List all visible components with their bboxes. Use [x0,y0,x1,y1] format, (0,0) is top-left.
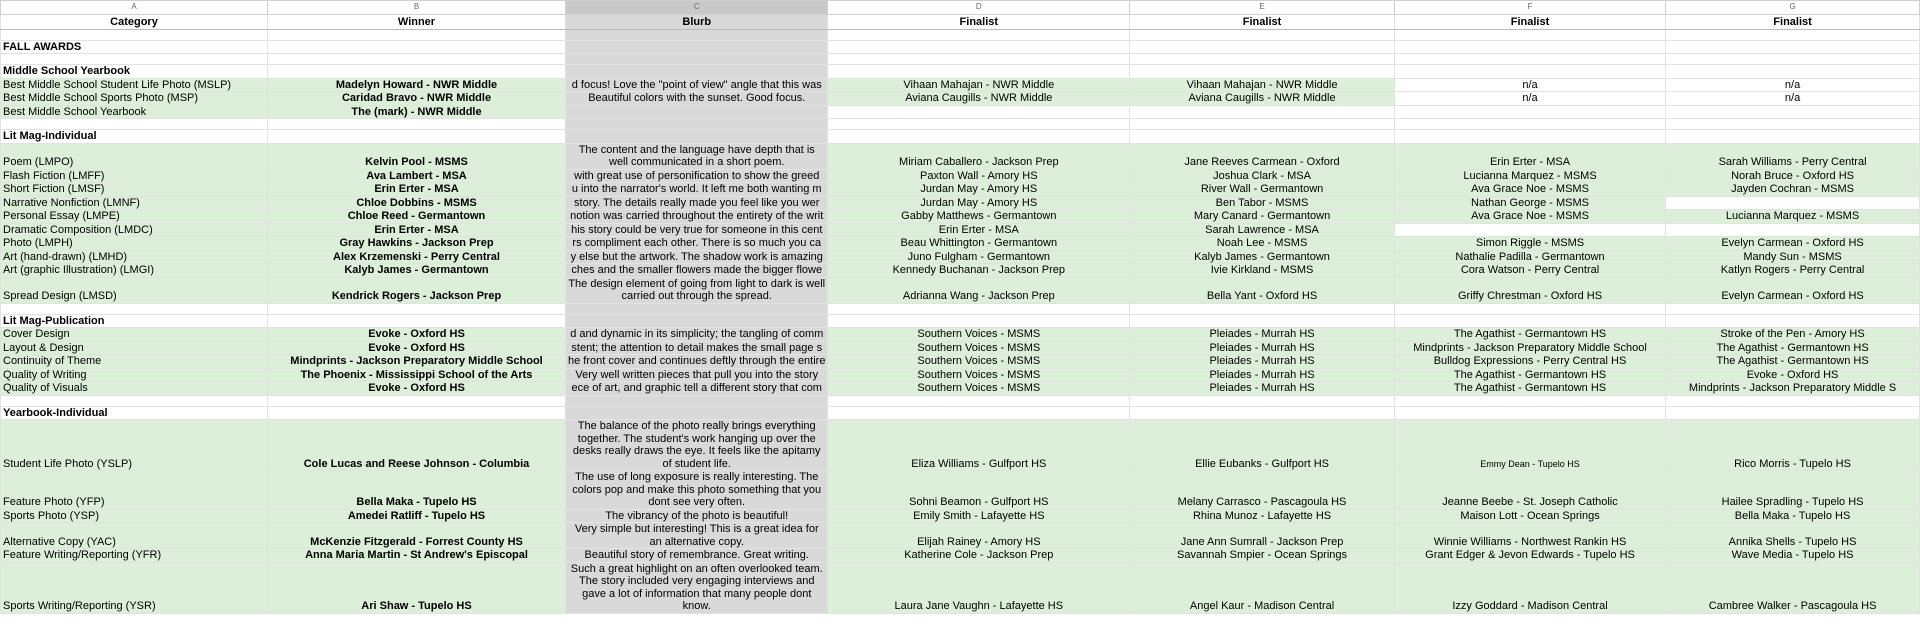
blurb-cell[interactable]: d and dynamic in its simplicity; the tangling of comm [566,328,828,342]
blurb-cell[interactable]: d focus! Love the "point of view" angle that this was [566,78,828,92]
column-letter-a[interactable]: A [1,1,268,15]
finalist-cell[interactable]: Ava Grace Noe - MSMS [1394,210,1665,224]
table-row [1,196,1920,210]
finalist-cell[interactable]: Southern Voices - MSMS [828,382,1130,396]
category-cell[interactable]: Best Middle School Student Life Photo (MSLP) [1,78,268,92]
finalist-cell[interactable]: Pleiades - Murrah HS [1130,382,1395,396]
winner-cell[interactable]: The Phoenix - Mississippi School of the Arts [268,368,566,382]
finalist-cell[interactable]: n/a [1394,78,1665,92]
winner-cell[interactable]: The (mark) - NWR Middle [268,105,566,119]
blurb-cell[interactable]: he front cover and continues deftly through the entire [566,355,828,369]
blurb-cell[interactable]: ches and the smaller flowers made the bigger flowe [566,264,828,278]
winner-cell[interactable]: Evoke - Oxford HS [268,382,566,396]
category-cell[interactable]: Feature Writing/Reporting (YFR) [1,549,268,563]
finalist-cell[interactable] [828,105,1130,119]
finalist-cell[interactable]: Sohni Beamon - Gulfport HS [828,471,1130,510]
header-category[interactable]: Category [1,14,268,29]
winner-cell[interactable]: Kendrick Rogers - Jackson Prep [268,277,566,303]
winner-cell[interactable]: Evoke - Oxford HS [268,341,566,355]
finalist-cell[interactable]: Ben Tabor - MSMS [1130,196,1395,210]
finalist-cell[interactable]: Katlyn Rogers - Perry Central [1666,264,1920,278]
category-cell[interactable]: Sports Writing/Reporting (YSR) [1,562,268,613]
finalist-cell[interactable]: Cora Watson - Perry Central [1394,264,1665,278]
column-letter-g[interactable]: G [1666,1,1920,15]
blurb-cell[interactable] [566,105,828,119]
finalist-cell[interactable]: Grant Edger & Jevon Edwards - Tupelo HS [1394,549,1665,563]
finalist-cell[interactable] [1666,223,1920,237]
finalist-cell[interactable]: Evelyn Carmean - Oxford HS [1666,277,1920,303]
finalist-cell[interactable]: Erin Erter - MSA [828,223,1130,237]
finalist-cell[interactable] [1666,196,1920,210]
table-row [1,420,1920,471]
finalist-cell[interactable]: Vihaan Mahajan - NWR Middle [1130,78,1395,92]
finalist-cell[interactable]: Rhina Munoz - Lafayette HS [1130,509,1395,523]
finalist-cell[interactable]: Erin Erter - MSA [1394,143,1665,169]
blurb-cell[interactable]: with great use of personification to show the greed [566,169,828,183]
finalist-cell[interactable]: Kalyb James - Germantown [1130,250,1395,264]
category-cell[interactable]: Best Middle School Sports Photo (MSP) [1,92,268,106]
finalist-cell[interactable]: Nathalie Padilla - Germantown [1394,250,1665,264]
finalist-cell[interactable]: Southern Voices - MSMS [828,341,1130,355]
finalist-cell[interactable]: Pleiades - Murrah HS [1130,328,1395,342]
finalist-cell[interactable] [1394,105,1665,119]
finalist-cell[interactable]: Bella Maka - Tupelo HS [1666,509,1920,523]
table-row [1,143,1920,169]
table-row [1,78,1920,92]
header-finalist-2[interactable]: Finalist [1130,14,1395,29]
section-header-row [1,130,1920,144]
finalist-cell[interactable]: Adrianna Wang - Jackson Prep [828,277,1130,303]
table-row [1,328,1920,342]
table-row [1,105,1920,119]
table-row [1,183,1920,197]
finalist-cell[interactable]: Hailee Spradling - Tupelo HS [1666,471,1920,510]
table-row [1,368,1920,382]
winner-cell[interactable]: Erin Erter - MSA [268,223,566,237]
finalist-cell[interactable]: River Wall - Germantown [1130,183,1395,197]
finalist-cell[interactable]: Evoke - Oxford HS [1666,368,1920,382]
category-cell[interactable]: Flash Fiction (LMFF) [1,169,268,183]
finalist-cell[interactable]: Southern Voices - MSMS [828,355,1130,369]
finalist-cell[interactable]: Melany Carrasco - Pascagoula HS [1130,471,1395,510]
finalist-cell[interactable]: Southern Voices - MSMS [828,328,1130,342]
category-cell[interactable]: Poem (LMPO) [1,143,268,169]
category-cell[interactable]: Personal Essay (LMPE) [1,210,268,224]
column-letter-b[interactable]: B [268,1,566,15]
winner-cell[interactable]: Chloe Reed - Germantown [268,210,566,224]
header-finalist-4[interactable]: Finalist [1666,14,1920,29]
finalist-cell[interactable]: Jayden Cochran - MSMS [1666,183,1920,197]
category-cell[interactable]: Layout & Design [1,341,268,355]
winner-cell[interactable]: Ari Shaw - Tupelo HS [268,562,566,613]
finalist-cell[interactable]: Maison Lott - Ocean Springs [1394,509,1665,523]
finalist-cell[interactable]: The Agathist - Germantown HS [1666,341,1920,355]
section-header-row [1,65,1920,79]
finalist-cell[interactable]: Angel Kaur - Madison Central [1130,562,1395,613]
finalist-cell[interactable]: Jane Ann Sumrall - Jackson Prep [1130,523,1395,549]
table-row [1,169,1920,183]
table-row [1,223,1920,237]
finalist-cell[interactable]: Ava Grace Noe - MSMS [1394,183,1665,197]
category-cell[interactable]: Photo (LMPH) [1,237,268,251]
finalist-cell[interactable]: Ellie Eubanks - Gulfport HS [1130,420,1395,471]
finalist-cell[interactable]: Noah Lee - MSMS [1130,237,1395,251]
table-row [1,250,1920,264]
blurb-cell[interactable]: The design element of going from light to dark is well carried out through the spread. [566,277,828,303]
category-cell[interactable]: Cover Design [1,328,268,342]
finalist-cell[interactable]: Vihaan Mahajan - NWR Middle [828,78,1130,92]
finalist-cell[interactable]: n/a [1394,92,1665,106]
blurb-cell[interactable]: story. The details really made you feel like you wer [566,196,828,210]
finalist-cell[interactable]: Pleiades - Murrah HS [1130,368,1395,382]
finalist-cell[interactable]: Paxton Wall - Amory HS [828,169,1130,183]
column-letter-row [1,1,1920,15]
header-winner[interactable]: Winner [268,14,566,29]
finalist-cell[interactable]: Norah Bruce - Oxford HS [1666,169,1920,183]
header-finalist-3[interactable]: Finalist [1394,14,1665,29]
section-title[interactable]: Middle School Yearbook [1,65,268,79]
winner-cell[interactable]: Anna Maria Martin - St Andrew's Episcopal [268,549,566,563]
winner-cell[interactable]: Evoke - Oxford HS [268,328,566,342]
finalist-cell[interactable]: Annika Shells - Tupelo HS [1666,523,1920,549]
blurb-cell[interactable]: The content and the language have depth that is well communicated in a short poem. [566,143,828,169]
blurb-cell[interactable]: ece of art, and graphic tell a different story that com [566,382,828,396]
header-finalist-1[interactable]: Finalist [828,14,1130,29]
column-letter-c[interactable]: C [566,1,828,15]
finalist-cell[interactable]: Sarah Lawrence - MSA [1130,223,1395,237]
finalist-cell[interactable]: Joshua Clark - MSA [1130,169,1395,183]
table-row [1,92,1920,106]
finalist-cell[interactable]: Jurdan May - Amory HS [828,183,1130,197]
finalist-cell[interactable]: Laura Jane Vaughn - Lafayette HS [828,562,1130,613]
blurb-cell[interactable]: notion was carried throughout the entirety of the writ [566,210,828,224]
table-row [1,509,1920,523]
finalist-cell[interactable]: Jane Reeves Carmean - Oxford [1130,143,1395,169]
column-letter-e[interactable]: E [1130,1,1395,15]
finalist-cell[interactable]: Rico Morris - Tupelo HS [1666,420,1920,471]
finalist-cell[interactable]: Ivie Kirkland - MSMS [1130,264,1395,278]
table-row [1,562,1920,613]
table-row [1,382,1920,396]
finalist-cell[interactable]: Nathan George - MSMS [1394,196,1665,210]
section-header-row [1,314,1920,328]
table-row [1,471,1920,510]
finalist-cell[interactable] [1394,223,1665,237]
section-title[interactable]: Lit Mag-Publication [1,314,268,328]
winner-cell[interactable]: McKenzie Fitzgerald - Forrest County HS [268,523,566,549]
blurb-cell[interactable]: Beautiful story of remembrance. Great writing. [566,549,828,563]
header-row [1,14,1920,29]
category-cell[interactable]: Spread Design (LMSD) [1,277,268,303]
finalist-cell[interactable]: n/a [1666,92,1920,106]
finalist-cell[interactable]: Izzy Goddard - Madison Central [1394,562,1665,613]
finalist-cell[interactable] [1130,105,1395,119]
winner-cell[interactable]: Gray Hawkins - Jackson Prep [268,237,566,251]
blurb-cell[interactable]: y else but the artwork. The shadow work is amazing [566,250,828,264]
winner-cell[interactable]: Chloe Dobbins - MSMS [268,196,566,210]
finalist-cell[interactable]: n/a [1666,78,1920,92]
header-blurb[interactable]: Blurb [566,14,828,29]
column-letter-f[interactable]: F [1394,1,1665,15]
finalist-cell[interactable]: Kennedy Buchanan - Jackson Prep [828,264,1130,278]
finalist-cell[interactable] [1666,105,1920,119]
category-cell[interactable]: Dramatic Composition (LMDC) [1,223,268,237]
table-row [1,341,1920,355]
finalist-cell[interactable]: Cambree Walker - Pascagoula HS [1666,562,1920,613]
finalist-cell[interactable]: Mandy Sun - MSMS [1666,250,1920,264]
finalist-cell[interactable]: Aviana Caugills - NWR Middle [828,92,1130,106]
category-cell[interactable]: Student Life Photo (YSLP) [1,420,268,471]
finalist-cell[interactable]: Pleiades - Murrah HS [1130,341,1395,355]
table-row [1,523,1920,549]
finalist-cell[interactable]: Jeanne Beebe - St. Joseph Catholic [1394,471,1665,510]
winner-cell[interactable]: Bella Maka - Tupelo HS [268,471,566,510]
finalist-cell[interactable]: Miriam Caballero - Jackson Prep [828,143,1130,169]
finalist-cell[interactable]: The Agathist - Germantown HS [1666,355,1920,369]
category-cell[interactable]: Quality of Writing [1,368,268,382]
finalist-cell[interactable]: Simon Riggle - MSMS [1394,237,1665,251]
blurb-cell[interactable]: u into the narrator's world. It left me both wanting m [566,183,828,197]
table-row [1,277,1920,303]
finalist-cell[interactable]: Winnie Williams - Northwest Rankin HS [1394,523,1665,549]
blurb-cell[interactable]: his story could be very true for someone in this cent [566,223,828,237]
finalist-cell[interactable]: Aviana Caugills - NWR Middle [1130,92,1395,106]
finalist-cell[interactable]: Savannah Smpier - Ocean Springs [1130,549,1395,563]
blurb-cell[interactable]: rs compliment each other. There is so much you ca [566,237,828,251]
finalist-cell[interactable]: The Agathist - Germantown HS [1394,368,1665,382]
category-cell[interactable]: Alternative Copy (YAC) [1,523,268,549]
category-cell[interactable]: Short Fiction (LMSF) [1,183,268,197]
finalist-cell[interactable]: Bella Yant - Oxford HS [1130,277,1395,303]
finalist-cell[interactable]: Lucianna Marquez - MSMS [1666,210,1920,224]
sheet-title[interactable]: FALL AWARDS [1,40,268,54]
finalist-cell[interactable]: Griffy Chrestman - Oxford HS [1394,277,1665,303]
finalist-cell[interactable]: Stroke of the Pen - Amory HS [1666,328,1920,342]
finalist-cell[interactable]: Bulldog Expressions - Perry Central HS [1394,355,1665,369]
category-cell[interactable]: Narrative Nonfiction (LMNF) [1,196,268,210]
category-cell[interactable]: Sports Photo (YSP) [1,509,268,523]
blurb-cell[interactable]: Very simple but interesting! This is a great idea for an alternative copy. [566,523,828,549]
finalist-cell[interactable]: Beau Whittington - Germantown [828,237,1130,251]
column-letter-d[interactable]: D [828,1,1130,15]
finalist-cell[interactable]: Sarah Williams - Perry Central [1666,143,1920,169]
finalist-cell[interactable]: Elijah Rainey - Amory HS [828,523,1130,549]
finalist-cell[interactable]: Wave Media - Tupelo HS [1666,549,1920,563]
winner-cell[interactable]: Ava Lambert - MSA [268,169,566,183]
winner-cell[interactable]: Alex Krzemenski - Perry Central [268,250,566,264]
blurb-cell[interactable]: The use of long exposure is really interesting. The colors pop and make this photo something that you dont see very often. [566,471,828,510]
finalist-cell[interactable]: Juno Fulgham - Germantown [828,250,1130,264]
winner-cell[interactable]: Caridad Bravo - NWR Middle [268,92,566,106]
winner-cell[interactable]: Madelyn Howard - NWR Middle [268,78,566,92]
category-cell[interactable]: Quality of Visuals [1,382,268,396]
finalist-cell[interactable]: Lucianna Marquez - MSMS [1394,169,1665,183]
blurb-cell[interactable]: Very well written pieces that pull you into the story [566,368,828,382]
finalist-cell[interactable]: Mindprints - Jackson Preparatory Middle School [1394,341,1665,355]
table-row [1,549,1920,563]
blurb-cell[interactable]: stent; the attention to detail makes the small page s [566,341,828,355]
section-header-row [1,406,1920,420]
finalist-cell[interactable]: Emmy Dean - Tupelo HS [1394,420,1665,471]
title-row [1,40,1920,54]
winner-cell[interactable]: Kelvin Pool - MSMS [268,143,566,169]
section-title[interactable]: Yearbook-Individual [1,406,268,420]
finalist-cell[interactable]: Emily Smith - Lafayette HS [828,509,1130,523]
winner-cell[interactable]: Amedei Ratliff - Tupelo HS [268,509,566,523]
winner-cell[interactable]: Mindprints - Jackson Preparatory Middle School [268,355,566,369]
blurb-cell[interactable]: Such a great highlight on an often overlooked team. The story included very engaging interviews and gave a lot of information that many people dont know. [566,562,828,613]
blurb-cell[interactable]: The balance of the photo really brings everything together. The student's work hanging up over the desks really draws the eye. It feels like the apitamy of student life. [566,420,828,471]
category-cell[interactable]: Continuity of Theme [1,355,268,369]
blurb-cell[interactable]: Beautiful colors with the sunset. Good focus. [566,92,828,106]
finalist-cell[interactable]: The Agathist - Germantown HS [1394,328,1665,342]
winner-cell[interactable]: Cole Lucas and Reese Johnson - Columbia [268,420,566,471]
finalist-cell[interactable]: Jurdan May - Amory HS [828,196,1130,210]
winner-cell[interactable]: Kalyb James - Germantown [268,264,566,278]
table-row [1,210,1920,224]
finalist-cell[interactable]: Southern Voices - MSMS [828,368,1130,382]
finalist-cell[interactable]: The Agathist - Germantown HS [1394,382,1665,396]
finalist-cell[interactable]: Katherine Cole - Jackson Prep [828,549,1130,563]
finalist-cell[interactable]: Evelyn Carmean - Oxford HS [1666,237,1920,251]
category-cell[interactable]: Art (hand-drawn) (LMHD) [1,250,268,264]
table-row [1,355,1920,369]
category-cell[interactable]: Art (graphic Illustration) (LMGI) [1,264,268,278]
finalist-cell[interactable]: Mindprints - Jackson Preparatory Middle S [1666,382,1920,396]
table-row [1,264,1920,278]
section-title[interactable]: Lit Mag-Individual [1,130,268,144]
finalist-cell[interactable]: Eliza Williams - Gulfport HS [828,420,1130,471]
category-cell[interactable]: Best Middle School Yearbook [1,105,268,119]
table-row [1,237,1920,251]
finalist-cell[interactable]: Pleiades - Murrah HS [1130,355,1395,369]
finalist-cell[interactable]: Mary Canard - Germantown [1130,210,1395,224]
winner-cell[interactable]: Erin Erter - MSA [268,183,566,197]
blurb-cell[interactable]: The vibrancy of the photo is beautiful! [566,509,828,523]
category-cell[interactable]: Feature Photo (YFP) [1,471,268,510]
finalist-cell[interactable]: Gabby Matthews - Germantown [828,210,1130,224]
